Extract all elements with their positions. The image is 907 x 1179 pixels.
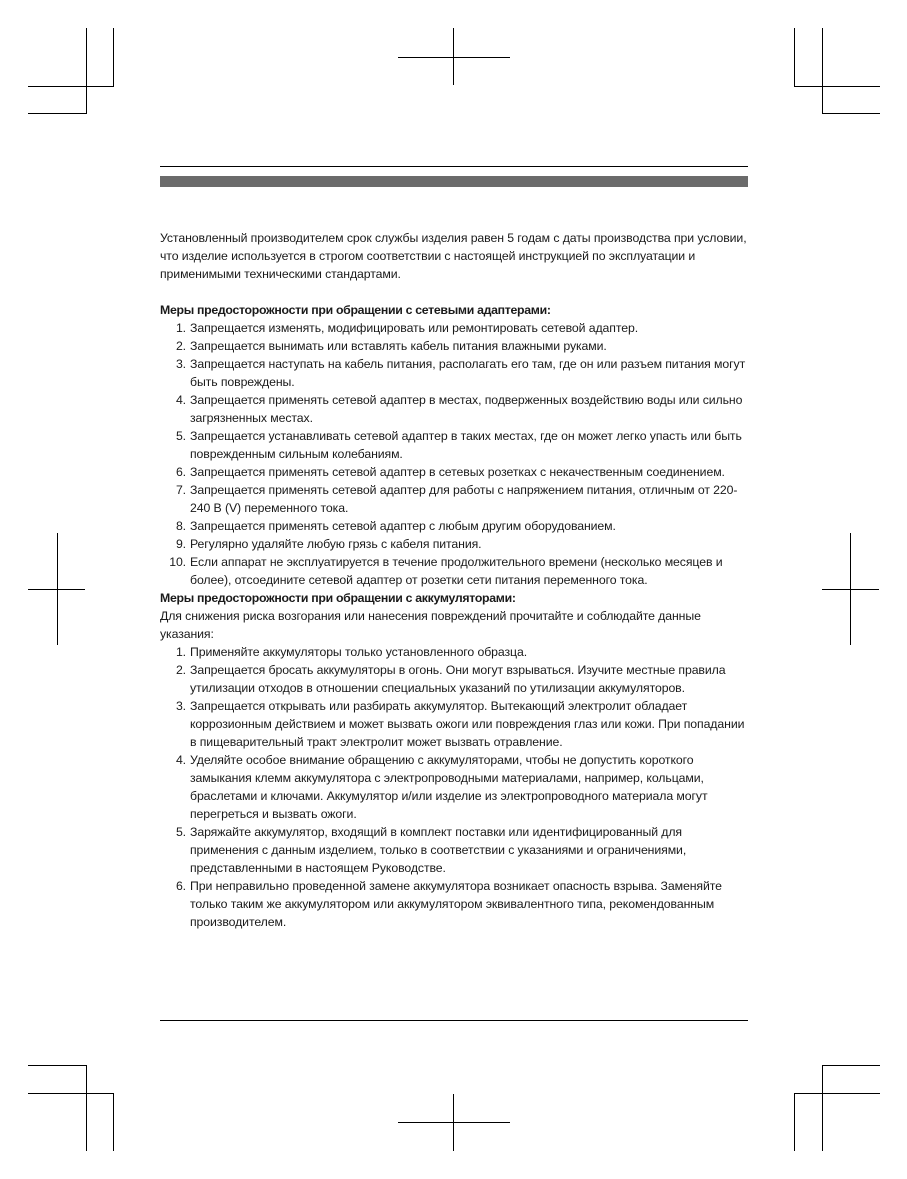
header-rule xyxy=(160,166,748,167)
list-item xyxy=(160,823,750,877)
crop-mark xyxy=(822,1065,823,1151)
item-number: 5. xyxy=(175,429,186,443)
crop-mark xyxy=(113,1093,114,1151)
page-content xyxy=(160,229,750,931)
crop-mark xyxy=(398,57,510,58)
list-item xyxy=(160,661,750,697)
crop-mark xyxy=(453,1094,454,1151)
list-item xyxy=(160,319,750,337)
adapters-list xyxy=(160,319,750,589)
item-number: 3. xyxy=(175,357,186,371)
item-text: Уделяйте особое внимание обращению с аккумуляторами, чтобы не допустить короткого замыкания клемм аккумулятора с электропроводными материалами, например, кольцами, браслетами и ключами. Аккумулятор и/или изделие из электропроводного материала могут перегреться и вызвать ожоги. xyxy=(190,753,708,821)
item-number: 2. xyxy=(175,663,186,677)
item-text: Запрещается открывать или разбирать аккумулятор. Вытекающий электролит обладает коррозионным действием и может вызвать ожоги или повреждения глаз или кожи. При попадании в пищеварительный тракт электролит может вызвать отравление. xyxy=(190,699,745,749)
item-number: 8. xyxy=(175,519,186,533)
item-number: 4. xyxy=(175,753,186,767)
item-number: 1. xyxy=(175,645,186,659)
item-number: 9. xyxy=(175,537,186,551)
item-number: 3. xyxy=(175,699,186,713)
crop-mark xyxy=(794,86,880,87)
item-text: Запрещается бросать аккумуляторы в огонь. Они могут взрываться. Изучите местные правила утилизации отходов в отношении специальных указаний по утилизации аккумуляторов. xyxy=(190,663,726,695)
crop-mark xyxy=(794,28,795,86)
item-number: 7. xyxy=(175,483,186,497)
batteries-list xyxy=(160,643,750,931)
list-item xyxy=(160,517,750,535)
crop-mark xyxy=(86,28,87,114)
list-item xyxy=(160,337,750,355)
item-number: 4. xyxy=(175,393,186,407)
crop-mark xyxy=(28,1065,86,1066)
item-text: Регулярно удаляйте любую грязь с кабеля питания. xyxy=(190,537,482,551)
service-life-paragraph: Установленный производителем срок службы изделия равен 5 годам с даты производства при условии, что изделие используется в строгом соответствии с настоящей инструкцией по эксплуатации и применимыми техническими стандартами. xyxy=(160,231,747,281)
list-item xyxy=(160,535,750,553)
list-item xyxy=(160,481,750,517)
item-text: Запрещается наступать на кабель питания, располагать его там, где он или разъем питания могут быть повреждены. xyxy=(190,357,746,389)
crop-mark xyxy=(86,1065,87,1151)
adapters-heading: Меры предосторожности при обращении с сетевыми адаптерами: xyxy=(160,303,551,317)
item-number: 10. xyxy=(169,555,186,569)
item-text: Запрещается изменять, модифицировать или ремонтировать сетевой адаптер. xyxy=(190,321,639,335)
crop-mark xyxy=(28,86,114,87)
item-number: 6. xyxy=(175,465,186,479)
batteries-heading: Меры предосторожности при обращении с аккумуляторами: xyxy=(160,591,516,605)
list-item xyxy=(160,751,750,823)
item-number: 6. xyxy=(175,879,186,893)
list-item xyxy=(160,697,750,751)
footer-rule xyxy=(160,1020,748,1021)
item-text: Если аппарат не эксплуатируется в течение продолжительного времени (несколько месяцев и более), отсоедините сетевой адаптер от розетки сети питания переменного тока. xyxy=(190,555,723,587)
header-band xyxy=(160,176,748,187)
crop-mark xyxy=(57,533,58,645)
list-item xyxy=(160,355,750,391)
batteries-intro: Для снижения риска возгорания или нанесения повреждений прочитайте и соблюдайте данные указания: xyxy=(160,609,701,641)
item-text: Запрещается вынимать или вставлять кабель питания влажными руками. xyxy=(190,339,607,353)
item-text: Заряжайте аккумулятор, входящий в комплект поставки или идентифицированный для применения с данным изделием, только в соответствии с указаниями и ограничениями, представленными в настоящем Руководстве. xyxy=(190,825,687,875)
list-item xyxy=(160,643,750,661)
item-text: При неправильно проведенной замене аккумулятора возникает опасность взрыва. Заменяйте только таким же аккумулятором или аккумулятором эквивалентного типа, рекомендованным производителем. xyxy=(190,879,722,929)
item-text: Запрещается применять сетевой адаптер с любым другим оборудованием. xyxy=(190,519,616,533)
list-item xyxy=(160,391,750,427)
crop-mark xyxy=(794,1093,795,1151)
crop-mark xyxy=(453,28,454,85)
item-text: Применяйте аккумуляторы только установленного образца. xyxy=(190,645,528,659)
item-number: 5. xyxy=(175,825,186,839)
crop-mark xyxy=(822,1065,880,1066)
item-number: 1. xyxy=(175,321,186,335)
crop-mark xyxy=(28,113,86,114)
list-item xyxy=(160,463,750,481)
crop-mark xyxy=(822,113,880,114)
list-item xyxy=(160,877,750,931)
item-text: Запрещается применять сетевой адаптер в местах, подверженных воздействию воды или сильно загрязненных местах. xyxy=(190,393,743,425)
crop-mark xyxy=(850,533,851,645)
item-text: Запрещается устанавливать сетевой адаптер в таких местах, где он может легко упасть или быть поврежденным сильным колебаниям. xyxy=(190,429,742,461)
item-text: Запрещается применять сетевой адаптер для работы с напряжением питания, отличным от 220-240 В (V) переменного тока. xyxy=(190,483,738,515)
crop-mark xyxy=(398,1122,510,1123)
list-item xyxy=(160,427,750,463)
item-text: Запрещается применять сетевой адаптер в сетевых розетках с некачественным соединением. xyxy=(190,465,725,479)
item-number: 2. xyxy=(175,339,186,353)
crop-mark xyxy=(113,28,114,86)
crop-mark xyxy=(28,1093,114,1094)
crop-mark xyxy=(794,1093,880,1094)
crop-mark xyxy=(822,28,823,114)
list-item xyxy=(160,553,750,589)
